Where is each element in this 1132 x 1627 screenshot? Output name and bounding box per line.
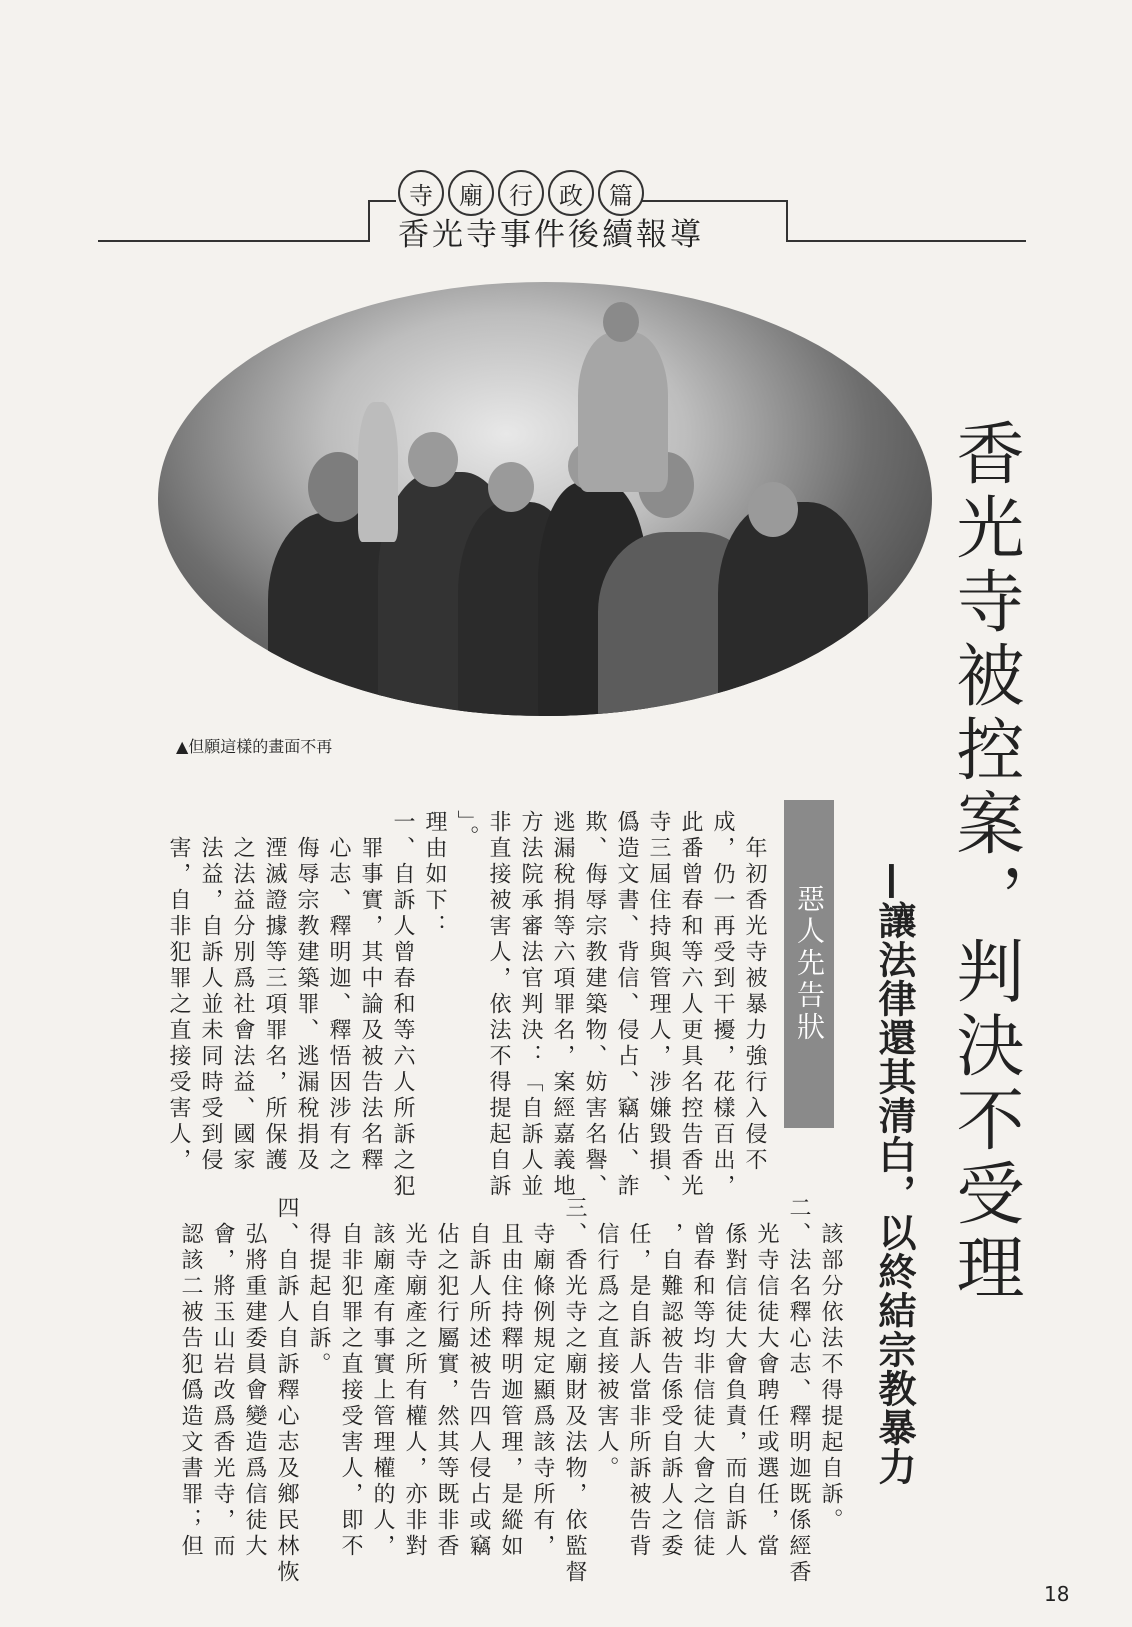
text-line: 佔之犯行屬實，然其等既非香 bbox=[434, 1196, 459, 1560]
text-line: 曾春和等均非信徒大會之信徒 bbox=[690, 1196, 715, 1560]
text-line: 法益，自訴人並未同時受到侵 bbox=[198, 810, 223, 1174]
text-line: 二、法名釋心志、釋明迦既係經香 bbox=[786, 1196, 811, 1586]
text-line: 一、自訴人曾春和等六人所訴之犯 bbox=[390, 810, 415, 1200]
text-line: 三、香光寺之廟財及法物，依監督 bbox=[562, 1196, 587, 1586]
series-subtitle: 香光寺事件後續報導 bbox=[398, 217, 704, 253]
section-char: 篇 bbox=[598, 170, 644, 216]
header-rule-left bbox=[98, 240, 368, 242]
text-line: 光寺廟產之所有權人，亦非對 bbox=[402, 1196, 427, 1560]
header-rule-top bbox=[368, 200, 396, 202]
text-line: 之法益分別爲社會法益、國家 bbox=[230, 810, 255, 1174]
page-number: 18 bbox=[1044, 1582, 1070, 1606]
section-char: 政 bbox=[548, 170, 594, 216]
text-line: 此番曾春和等六人更具名控告香光 bbox=[678, 810, 703, 1200]
text-line: 得提起自訴。 bbox=[306, 1196, 331, 1378]
text-line: 該廟產有事實上管理權的人， bbox=[370, 1196, 395, 1560]
text-line: 」。 bbox=[454, 810, 479, 851]
text-line: 認該二被告犯僞造文書罪；但 bbox=[178, 1196, 203, 1560]
header-rule-left-riser bbox=[368, 200, 370, 242]
section-tag bbox=[784, 800, 834, 1128]
body-column-top bbox=[90, 810, 770, 1200]
text-line: 理由如下： bbox=[422, 810, 447, 940]
text-line: 且由住持釋明迦管理，是縱如 bbox=[498, 1196, 523, 1560]
text-line: 該部分依法不得提起自訴。 bbox=[818, 1196, 843, 1534]
text-line: 自非犯罪之直接受害人，即不 bbox=[338, 1196, 363, 1560]
text-line: ，自難認被告係受自訴人之委 bbox=[658, 1196, 683, 1560]
section-char: 廟 bbox=[448, 170, 494, 216]
text-line: 僞造文書、背信、侵占、竊佔、詐 bbox=[614, 810, 639, 1200]
text-line: 自訴人所述被告四人侵占或竊 bbox=[466, 1196, 491, 1560]
text-line: 寺廟條例規定顯爲該寺所有， bbox=[530, 1196, 555, 1560]
text-line: 任，是自訴人當非所訴被告背 bbox=[626, 1196, 651, 1560]
text-line: 會，將玉山岩改爲香光寺，而 bbox=[210, 1196, 235, 1560]
text-line: 逃漏稅捐等六項罪名，案經嘉義地 bbox=[550, 810, 575, 1200]
section-char: 行 bbox=[498, 170, 544, 216]
article-subtitle: —讓法律還其清白，以終結宗教暴力 bbox=[872, 862, 916, 1486]
header-rule-right bbox=[786, 240, 1026, 242]
text-line: 係對信徒大會負責，而自訴人 bbox=[722, 1196, 747, 1560]
section-tag-label: 惡人先告狀 bbox=[793, 884, 826, 1044]
text-line: 侮辱宗教建築罪、逃漏稅捐及 bbox=[294, 810, 319, 1174]
text-line: 成，仍一再受到干擾，花樣百出， bbox=[710, 810, 735, 1200]
text-line: 寺三屆住持與管理人，涉嫌毀損、 bbox=[646, 810, 671, 1200]
text-line: 光寺信徒大會聘任或選任，當 bbox=[754, 1196, 779, 1560]
section-label bbox=[398, 170, 644, 214]
text-line: 心志、釋明迦、釋悟因涉有之 bbox=[326, 810, 351, 1174]
text-line: 湮滅證據等三項罪名，所保護 bbox=[262, 810, 287, 1174]
body-column-bottom bbox=[90, 1196, 846, 1586]
text-line: 弘將重建委員會變造爲信徒大 bbox=[242, 1196, 267, 1560]
text-line: 害，自非犯罪之直接受害人， bbox=[166, 810, 191, 1174]
text-line: 欺、侮辱宗教建築物、妨害名譽、 bbox=[582, 810, 607, 1200]
text-line: 罪事實，其中論及被告法名釋 bbox=[358, 810, 383, 1174]
photo-caption: ▲但願這樣的畫面不再 bbox=[176, 737, 333, 756]
text-line: 方法院承審法官判決：「自訴人並 bbox=[518, 810, 543, 1200]
news-photo bbox=[158, 282, 932, 716]
article-title: 香光寺被控案，判決不受理 bbox=[945, 418, 1024, 1306]
section-char: 寺 bbox=[398, 170, 444, 216]
text-line: 非直接被害人，依法不得提起自訴 bbox=[486, 810, 511, 1200]
text-line: 四、自訴人自訴釋心志及鄉民林恢 bbox=[274, 1196, 299, 1586]
text-line: 年初香光寺被暴力強行入侵不 bbox=[742, 810, 767, 1174]
text-line: 信行爲之直接被害人。 bbox=[594, 1196, 619, 1482]
